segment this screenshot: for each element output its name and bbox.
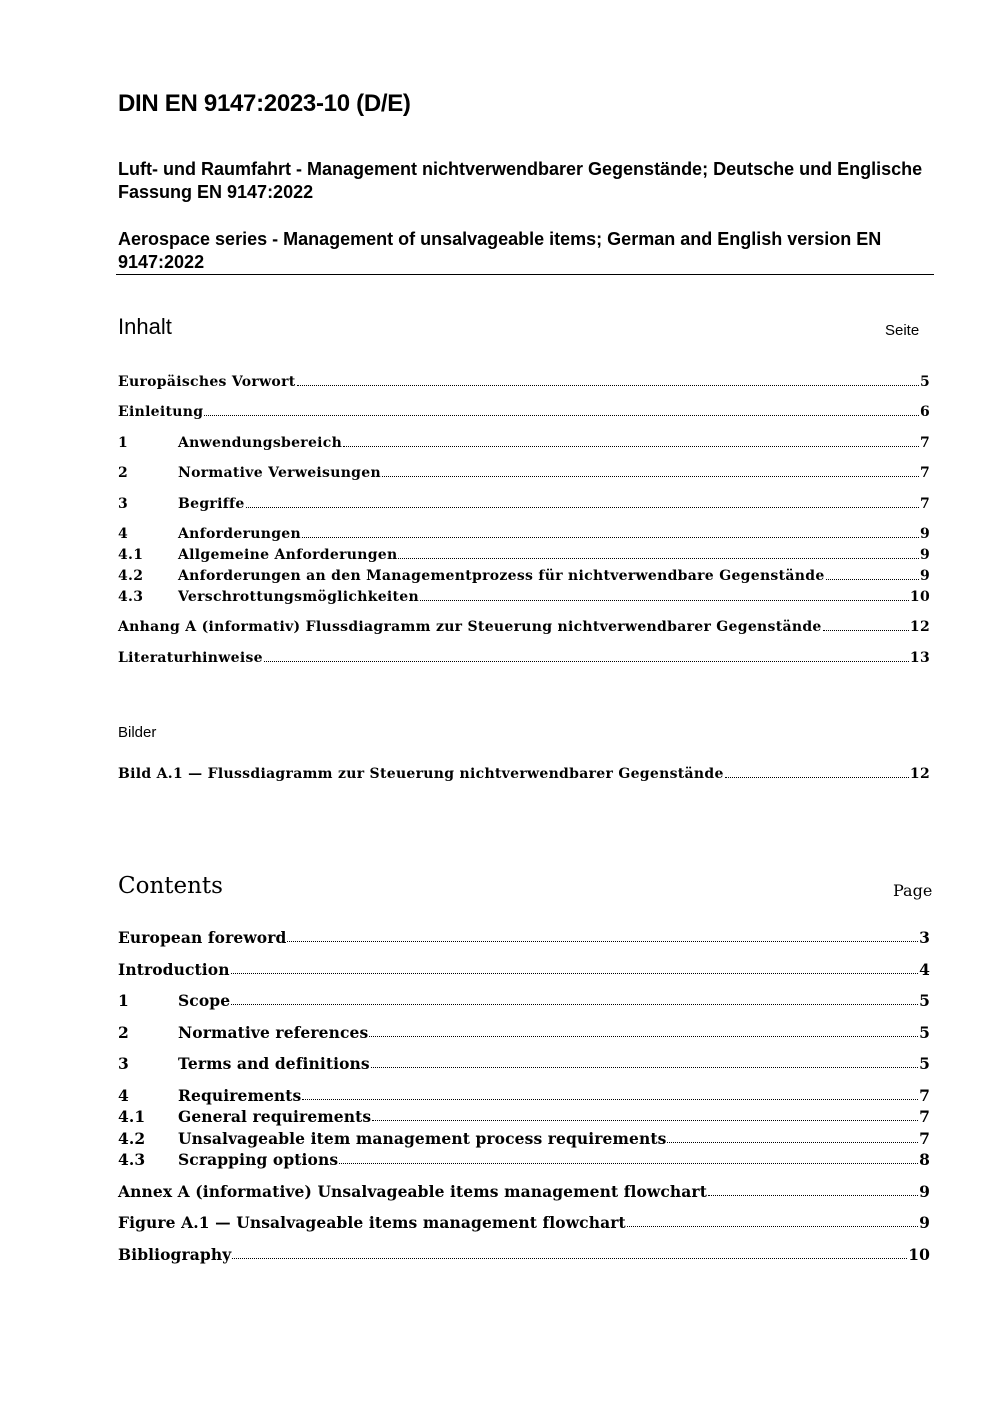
leader-dots (667, 1142, 918, 1143)
toc-de-entry[interactable] (118, 615, 930, 635)
toc-en-entry[interactable] (118, 1149, 930, 1169)
toc-entry-number: 4.1 (118, 547, 144, 563)
toc-entry-label: Anforderungen an den Managementprozess für nichtverwendbare Gegenstände (178, 568, 825, 584)
toc-entry-page: 9 (919, 568, 930, 584)
leader-dots (627, 1226, 918, 1227)
toc-entry-page: 9 (919, 1213, 930, 1232)
toc-en-heading: Contents (118, 873, 223, 899)
toc-entry-label: Introduction (118, 960, 230, 979)
toc-de-entry[interactable] (118, 585, 930, 605)
leader-dots (302, 537, 919, 538)
toc-entry-page: 7 (919, 435, 930, 451)
toc-en-entry[interactable] (118, 1212, 930, 1232)
toc-entry-page: 5 (919, 374, 930, 390)
document-title: DIN EN 9147:2023-10 (D/E) (118, 90, 411, 117)
toc-entry-label: Scrapping options (178, 1150, 339, 1169)
leader-dots (420, 600, 909, 601)
leader-dots (343, 446, 919, 447)
leader-dots (708, 1195, 918, 1196)
toc-entry-page: 4 (919, 960, 930, 979)
leader-dots (204, 415, 919, 416)
toc-entry-label: Terms and definitions (178, 1054, 370, 1073)
leader-dots (287, 941, 918, 942)
toc-entry-label: Europäisches Vorwort (118, 374, 296, 390)
toc-entry-page: 7 (919, 1107, 930, 1126)
leader-dots (823, 630, 909, 631)
toc-en-entry[interactable] (118, 927, 930, 947)
toc-entry-label: Anhang A (informativ) Flussdiagramm zur Steuerung nichtverwendbarer Gegenstände (118, 619, 822, 635)
leader-dots (231, 1004, 918, 1005)
toc-entry-label: Normative references (178, 1023, 369, 1042)
toc-entry-label: Anwendungsbereich (178, 435, 343, 451)
toc-entry-label: Allgemeine Anforderungen (178, 547, 398, 563)
toc-entry-page: 12 (909, 619, 930, 635)
toc-entry-number: 4.3 (118, 589, 144, 605)
toc-entry-label: European foreword (118, 928, 287, 947)
toc-entry-label: Bibliography (118, 1245, 232, 1264)
toc-entry-number: 4 (118, 526, 129, 542)
toc-entry-label: Anforderungen (178, 526, 301, 542)
toc-entry-number: 1 (118, 991, 129, 1010)
leader-dots (826, 579, 919, 580)
leader-dots (369, 1036, 918, 1037)
leader-dots (302, 1099, 918, 1100)
toc-en-entry[interactable] (118, 1106, 930, 1126)
leader-dots (382, 476, 919, 477)
toc-entry-page: 7 (919, 1086, 930, 1105)
leader-dots (246, 507, 919, 508)
title-rule (116, 274, 934, 275)
leader-dots (725, 777, 909, 778)
toc-entry-page: 9 (919, 547, 930, 563)
toc-de-entry[interactable] (118, 492, 930, 512)
toc-en-entry[interactable] (118, 959, 930, 979)
toc-de-entry[interactable] (118, 370, 930, 390)
toc-entry-label: Scope (178, 991, 231, 1010)
toc-entry-number: 4.2 (118, 1129, 146, 1148)
toc-de-entry[interactable] (118, 543, 930, 563)
toc-de-entry[interactable] (118, 522, 930, 542)
toc-entry-label: Normative Verweisungen (178, 465, 381, 481)
toc-de-figures-heading: Bilder (118, 724, 157, 741)
toc-entry-page: 10 (908, 1245, 930, 1264)
toc-de-entry[interactable] (118, 461, 930, 481)
toc-entry-page: 7 (919, 1129, 930, 1148)
toc-entry-page: 5 (919, 1023, 930, 1042)
toc-en-entry[interactable] (118, 1022, 930, 1042)
toc-entry-number: 2 (118, 1023, 129, 1042)
toc-de-entry[interactable] (118, 431, 930, 451)
toc-de-figure-entry[interactable] (118, 762, 930, 782)
toc-entry-label: Figure A.1 — Unsalvageable items management flowchart (118, 1213, 626, 1232)
toc-entry-label: Verschrottungsmöglichkeiten (178, 589, 419, 605)
toc-de-entry[interactable] (118, 564, 930, 584)
toc-entry-page: 8 (919, 1150, 930, 1169)
toc-entry-page: 3 (919, 928, 930, 947)
toc-entry-number: 4 (118, 1086, 129, 1105)
toc-entry-label: Annex A (informative) Unsalvageable items management flowchart (118, 1182, 707, 1201)
toc-entry-page: 13 (909, 650, 930, 666)
toc-entry-page: 9 (919, 1182, 930, 1201)
toc-entry-label: Einleitung (118, 404, 204, 420)
leader-dots (297, 385, 919, 386)
toc-entry-page: 5 (919, 1054, 930, 1073)
toc-entry-number: 2 (118, 465, 129, 481)
toc-entry-page: 6 (919, 404, 930, 420)
toc-de-entry[interactable] (118, 400, 930, 420)
toc-entry-label: Literaturhinweise (118, 650, 263, 666)
toc-entry-page: 7 (919, 465, 930, 481)
toc-entry-number: 4.1 (118, 1107, 146, 1126)
leader-dots (339, 1163, 918, 1164)
toc-en-entry[interactable] (118, 1244, 930, 1264)
document-title-german: Luft- und Raumfahrt - Management nichtverwendbarer Gegenstände; Deutsche und Englische Fassung EN 9147:2022 (118, 159, 923, 202)
toc-entry-number: 3 (118, 1054, 129, 1073)
leader-dots (264, 661, 909, 662)
toc-en-entry[interactable] (118, 1053, 930, 1073)
toc-entry-number: 3 (118, 496, 129, 512)
leader-dots (398, 558, 918, 559)
toc-entry-label: Requirements (178, 1086, 302, 1105)
toc-en-entry[interactable] (118, 1181, 930, 1201)
leader-dots (372, 1120, 918, 1121)
leader-dots (371, 1067, 918, 1068)
toc-en-entry[interactable] (118, 1128, 930, 1148)
toc-en-entry[interactable] (118, 990, 930, 1010)
toc-de-page-label: Seite (885, 322, 920, 339)
toc-entry-number: 4.2 (118, 568, 144, 584)
leader-dots (232, 1258, 907, 1259)
toc-entry-label: General requirements (178, 1107, 372, 1126)
document-title-english: Aerospace series - Management of unsalvageable items; German and English version EN 9147:2022 (118, 229, 882, 272)
toc-entry-page: 12 (909, 766, 930, 782)
toc-entry-label: Begriffe (178, 496, 245, 512)
toc-entry-number: 4.3 (118, 1150, 146, 1169)
toc-entry-page: 9 (919, 526, 930, 542)
toc-en-entry[interactable] (118, 1085, 930, 1105)
toc-en-page-label: Page (893, 881, 933, 900)
leader-dots (231, 973, 919, 974)
toc-entry-label: Bild A.1 — Flussdiagramm zur Steuerung nichtverwendbarer Gegenstände (118, 766, 724, 782)
toc-de-entry[interactable] (118, 646, 930, 666)
toc-entry-page: 10 (909, 589, 930, 605)
toc-de-heading: Inhalt (118, 314, 172, 339)
toc-entry-number: 1 (118, 435, 129, 451)
toc-entry-page: 7 (919, 496, 930, 512)
toc-entry-label: Unsalvageable item management process requirements (178, 1129, 667, 1148)
toc-entry-page: 5 (919, 991, 930, 1010)
